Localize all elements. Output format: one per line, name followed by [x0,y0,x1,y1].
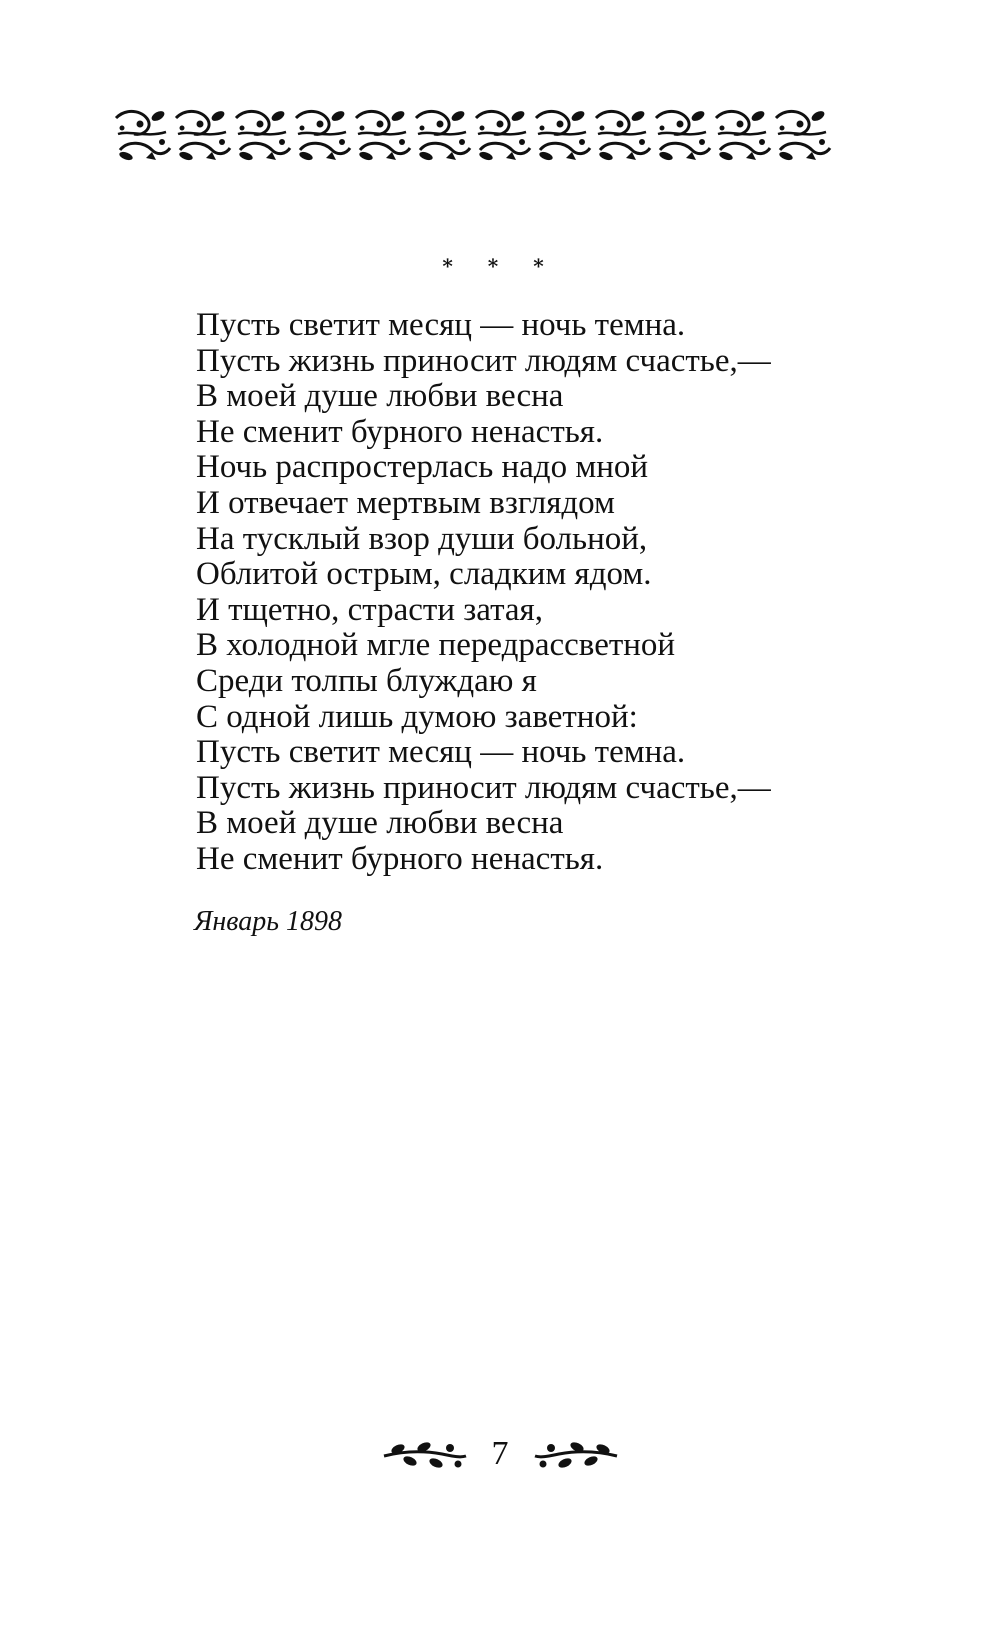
page-number: 7 [491,1435,509,1472]
poem-line: Ночь распростерлась надо мной [196,449,649,486]
poem-line: В моей душе любви весна [196,805,564,842]
poem-line: Облитой острым, сладким ядом. [196,556,652,593]
leaf-sprig-left-icon [380,1434,470,1474]
poem-line: И тщетно, страсти затая, [196,591,543,628]
poem-line: Не сменит бурного ненастья. [196,413,604,450]
poem-line: На тусклый взор души больной, [196,520,648,557]
poem-line: В холодной мгле передрассветной [196,627,676,664]
poem-separator: * * * [442,254,558,278]
poem-line: Пусть жизнь приносит людям счастье,— [196,769,771,806]
poem-line: В моей душе любви весна [196,378,564,415]
poem-line: Пусть светит месяц — ночь темна. [196,734,686,771]
poem-date: Январь 1898 [194,906,342,937]
leaf-sprig-right-icon [531,1434,621,1474]
poem-body [196,308,896,878]
poem-line: И отвечает мертвым взглядом [196,484,615,521]
floral-band-ornament-icon [112,104,832,166]
poem-line: С одной лишь думою заветной: [196,698,638,735]
poem-line: Пусть светит месяц — ночь темна. [196,307,686,343]
poem-line: Пусть жизнь приносит людям счастье,— [196,342,771,379]
poem-line: Не сменит бурного ненастья. [196,840,604,877]
poem-line: Среди толпы блуждаю я [196,662,537,699]
page-footer [0,1424,1000,1484]
